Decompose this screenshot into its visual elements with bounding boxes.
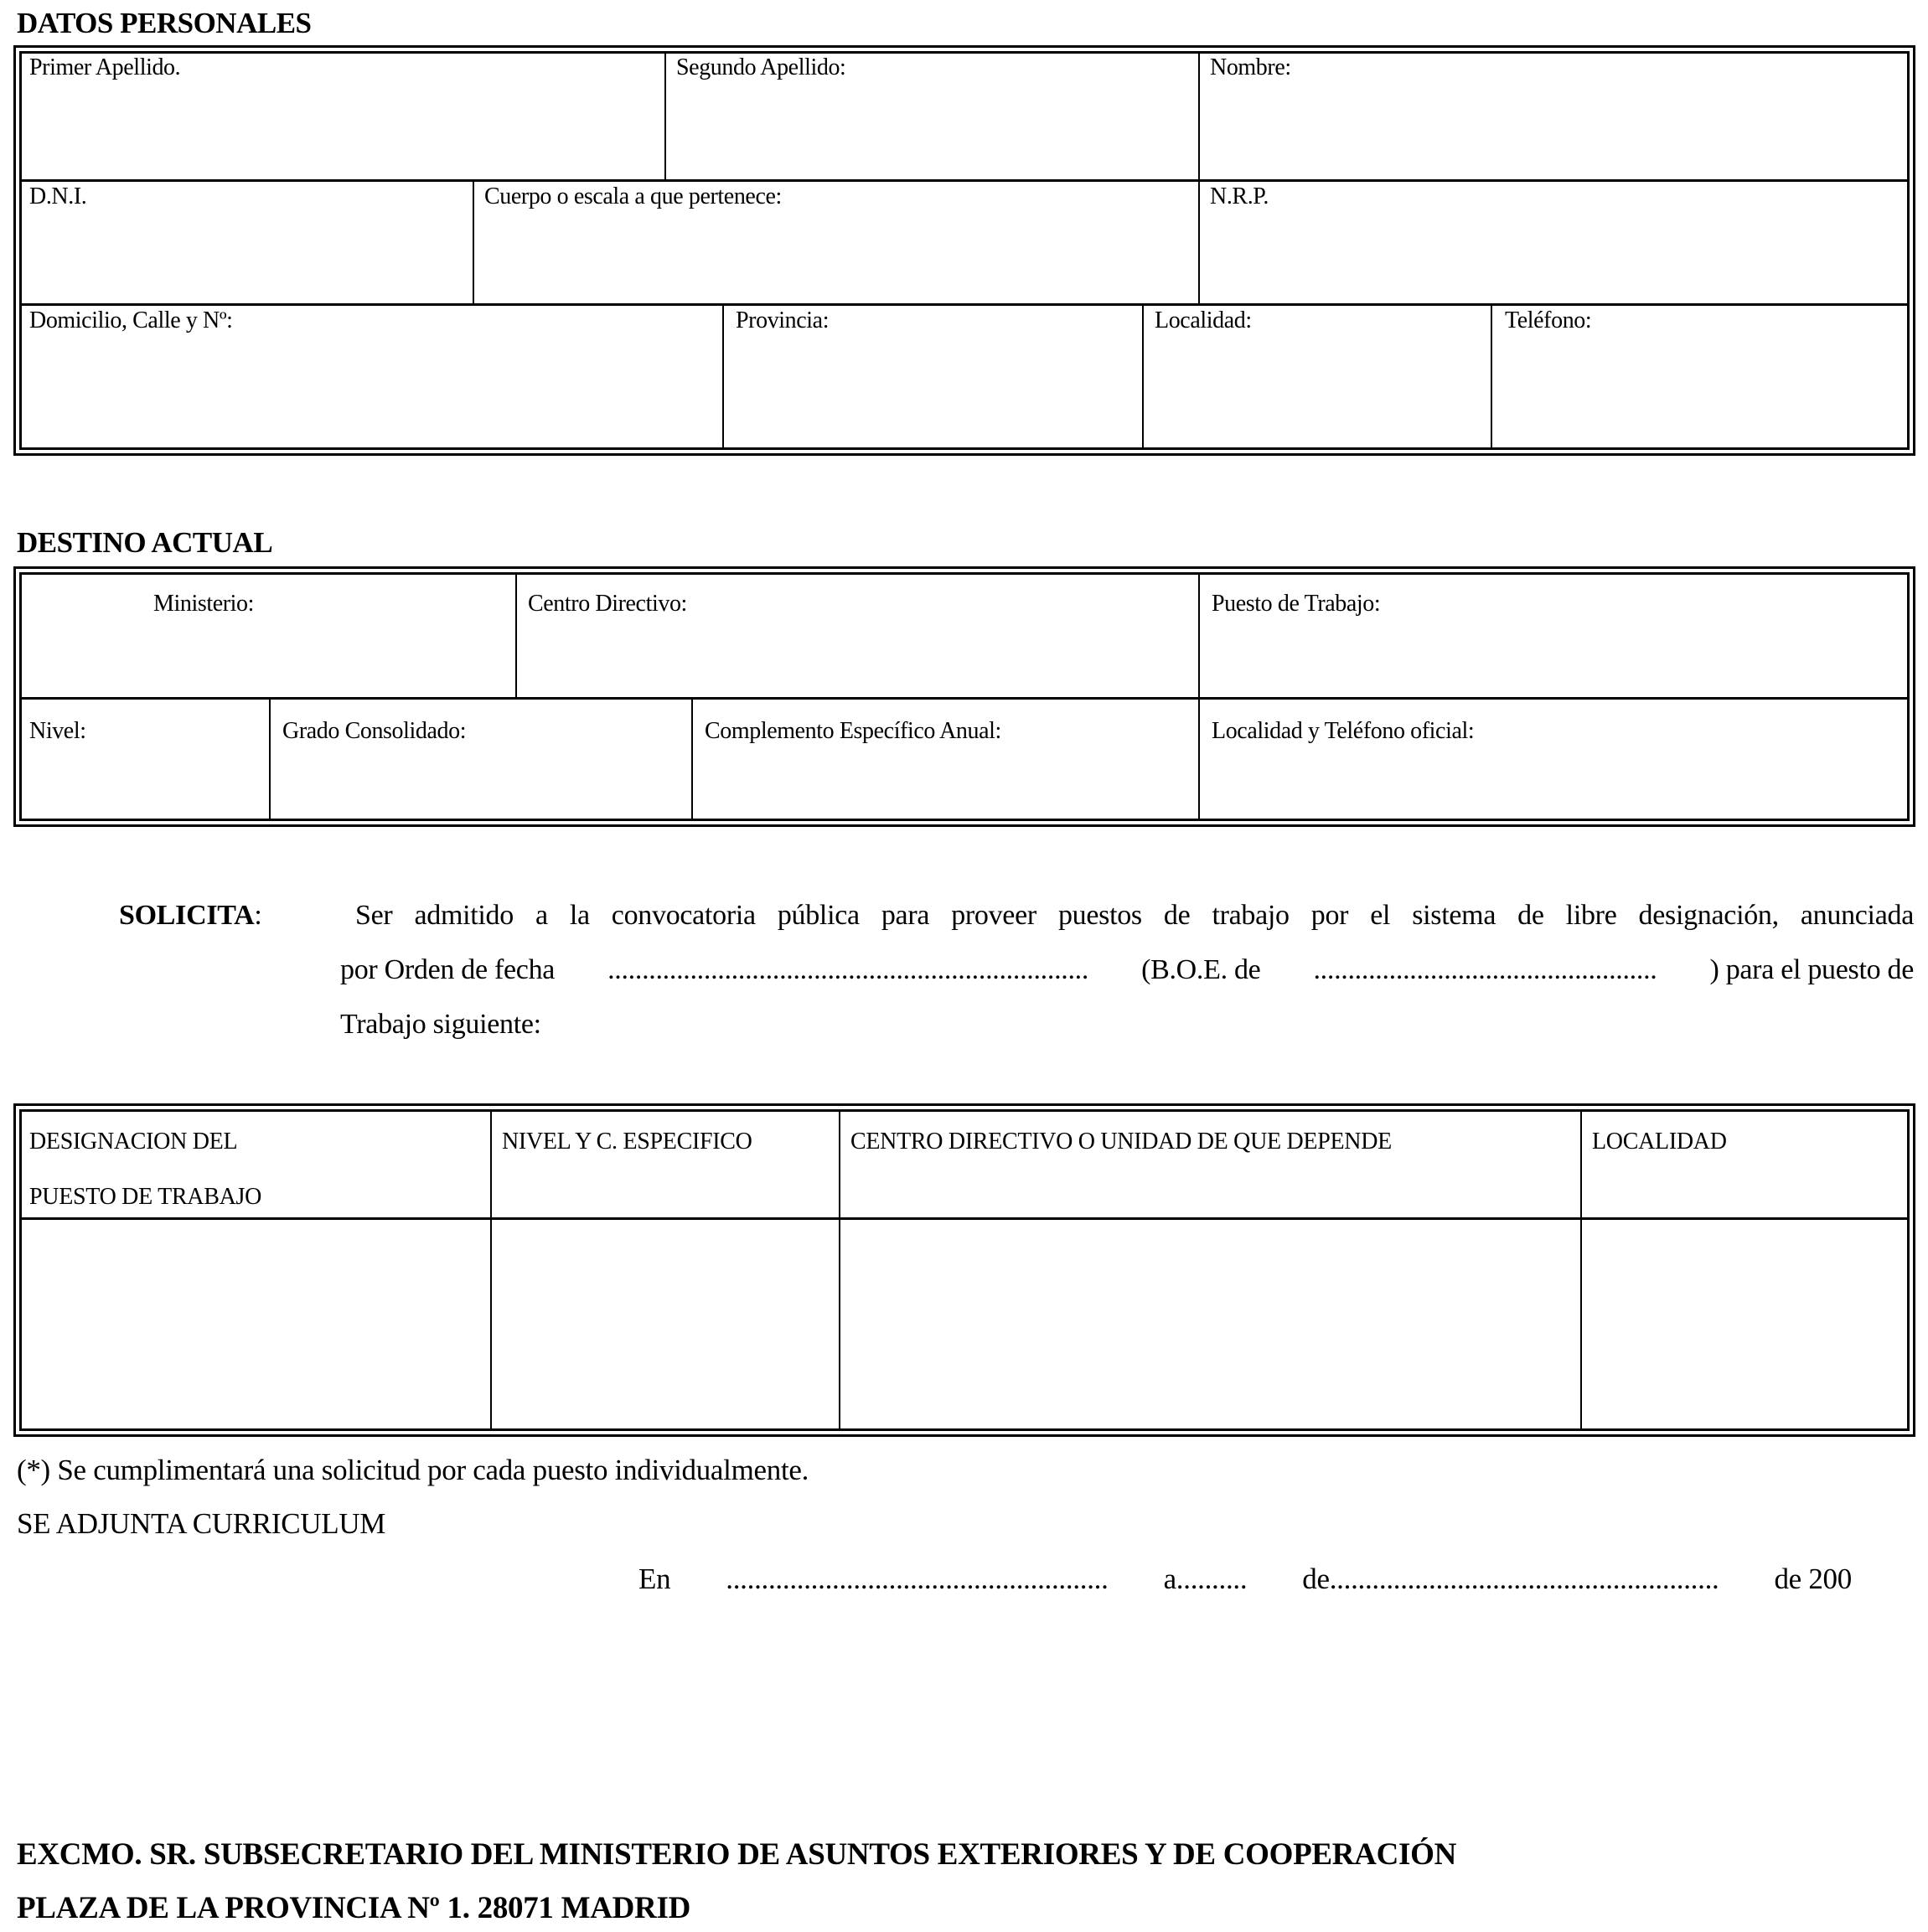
nivel-label: Nivel: <box>29 718 86 744</box>
addressee-line-1: EXCMO. SR. SUBSECRETARIO DEL MINISTERIO DE ASUNTOS EXTERIORES Y DE COOPERACIÓN <box>17 1837 1457 1872</box>
cuerpo-escala-label: Cuerpo o escala a que pertenece: <box>484 183 782 209</box>
place-dots[interactable]: ...................................................... <box>726 1563 1109 1595</box>
addressee-line-2: PLAZA DE LA PROVINCIA Nº 1. 28071 MADRID <box>17 1891 690 1925</box>
dni-field[interactable] <box>19 182 473 303</box>
nombre-label: Nombre: <box>1210 54 1291 80</box>
localidad-telefono-oficial-field[interactable] <box>1200 700 1910 821</box>
telefono-field[interactable] <box>1492 306 1910 450</box>
en-text: En <box>638 1563 671 1595</box>
cell-designacion-puesto[interactable] <box>19 1220 490 1431</box>
solicita-keyword: SOLICITA <box>119 900 255 931</box>
localidad-label: Localidad: <box>1155 307 1252 333</box>
orden-fecha-text: por Orden de fecha <box>340 954 556 985</box>
cell-nivel-especifico[interactable] <box>492 1220 839 1431</box>
cell-centro-directivo[interactable] <box>840 1220 1580 1431</box>
domicilio-label: Domicilio, Calle y Nº: <box>29 307 233 333</box>
puesto-trabajo-label: Puesto de Trabajo: <box>1212 591 1381 617</box>
cell-localidad[interactable] <box>1582 1220 1910 1431</box>
day-dots[interactable]: a.......... <box>1163 1563 1248 1595</box>
boe-fecha-dots[interactable]: .................................................. <box>1313 954 1657 985</box>
provincia-label: Provincia: <box>736 307 830 333</box>
solicita-line-3: Trabajo siguiente: <box>340 1009 541 1040</box>
nivel-field[interactable] <box>19 700 269 821</box>
solicita-line-1: Ser admitido a la convocatoria pública para proveer puestos de trabajo por el sistema de libre designación, anunciada <box>355 900 1914 931</box>
telefono-label: Teléfono: <box>1505 307 1592 333</box>
solicita-colon: : <box>254 900 262 931</box>
cuerpo-escala-field[interactable] <box>474 182 1198 303</box>
header-centro-directivo: CENTRO DIRECTIVO O UNIDAD DE QUE DEPENDE <box>850 1129 1392 1155</box>
signature-date-line <box>638 1563 1852 1596</box>
header-designacion-line2: PUESTO DE TRABAJO <box>29 1184 262 1210</box>
nombre-field[interactable] <box>1200 51 1910 179</box>
puesto-trabajo-field[interactable] <box>1200 572 1910 697</box>
segundo-apellido-field[interactable] <box>666 51 1198 179</box>
header-designacion <box>29 1114 261 1225</box>
complemento-especifico-label: Complemento Específico Anual: <box>705 718 1001 744</box>
header-designacion-line1: DESIGNACION DEL <box>29 1129 238 1155</box>
centro-directivo-label: Centro Directivo: <box>528 591 687 617</box>
primer-apellido-label: Primer Apellido. <box>29 54 181 80</box>
segundo-apellido-label: Segundo Apellido: <box>676 54 846 80</box>
provincia-field[interactable] <box>724 306 1142 450</box>
para-puesto-text: ) para el puesto de <box>1709 954 1914 985</box>
section-title-datos-personales: DATOS PERSONALES <box>17 7 312 39</box>
ministerio-label: Ministerio: <box>153 591 255 617</box>
footnote: (*) Se cumplimentará una solicitud por cada puesto individualmente. <box>17 1454 809 1486</box>
header-nivel-especifico: NIVEL Y C. ESPECIFICO <box>502 1129 752 1155</box>
domicilio-field[interactable] <box>19 306 722 450</box>
nrp-label: N.R.P. <box>1210 183 1269 209</box>
primer-apellido-field[interactable] <box>19 51 664 179</box>
header-localidad: LOCALIDAD <box>1592 1129 1727 1155</box>
complemento-especifico-field[interactable] <box>693 700 1198 821</box>
year-text[interactable]: de 200 <box>1774 1563 1852 1595</box>
grado-consolidado-field[interactable] <box>271 700 691 821</box>
orden-fecha-dots[interactable]: ...................................................................... <box>607 954 1089 985</box>
centro-directivo-field[interactable] <box>517 572 1198 697</box>
section-title-destino-actual: DESTINO ACTUAL <box>17 526 273 559</box>
grado-consolidado-label: Grado Consolidado: <box>282 718 467 744</box>
solicita-label <box>119 900 262 932</box>
ministerio-field[interactable] <box>19 572 515 697</box>
localidad-telefono-oficial-label: Localidad y Teléfono oficial: <box>1212 718 1475 744</box>
boe-text: (B.O.E. de <box>1141 954 1261 985</box>
month-dots[interactable]: de....................................................... <box>1302 1563 1719 1595</box>
localidad-field[interactable] <box>1144 306 1491 450</box>
dni-label: D.N.I. <box>29 183 87 209</box>
nrp-field[interactable] <box>1200 182 1910 303</box>
solicita-line-2 <box>340 954 1914 986</box>
se-adjunta-curriculum: SE ADJUNTA CURRICULUM <box>17 1507 386 1540</box>
